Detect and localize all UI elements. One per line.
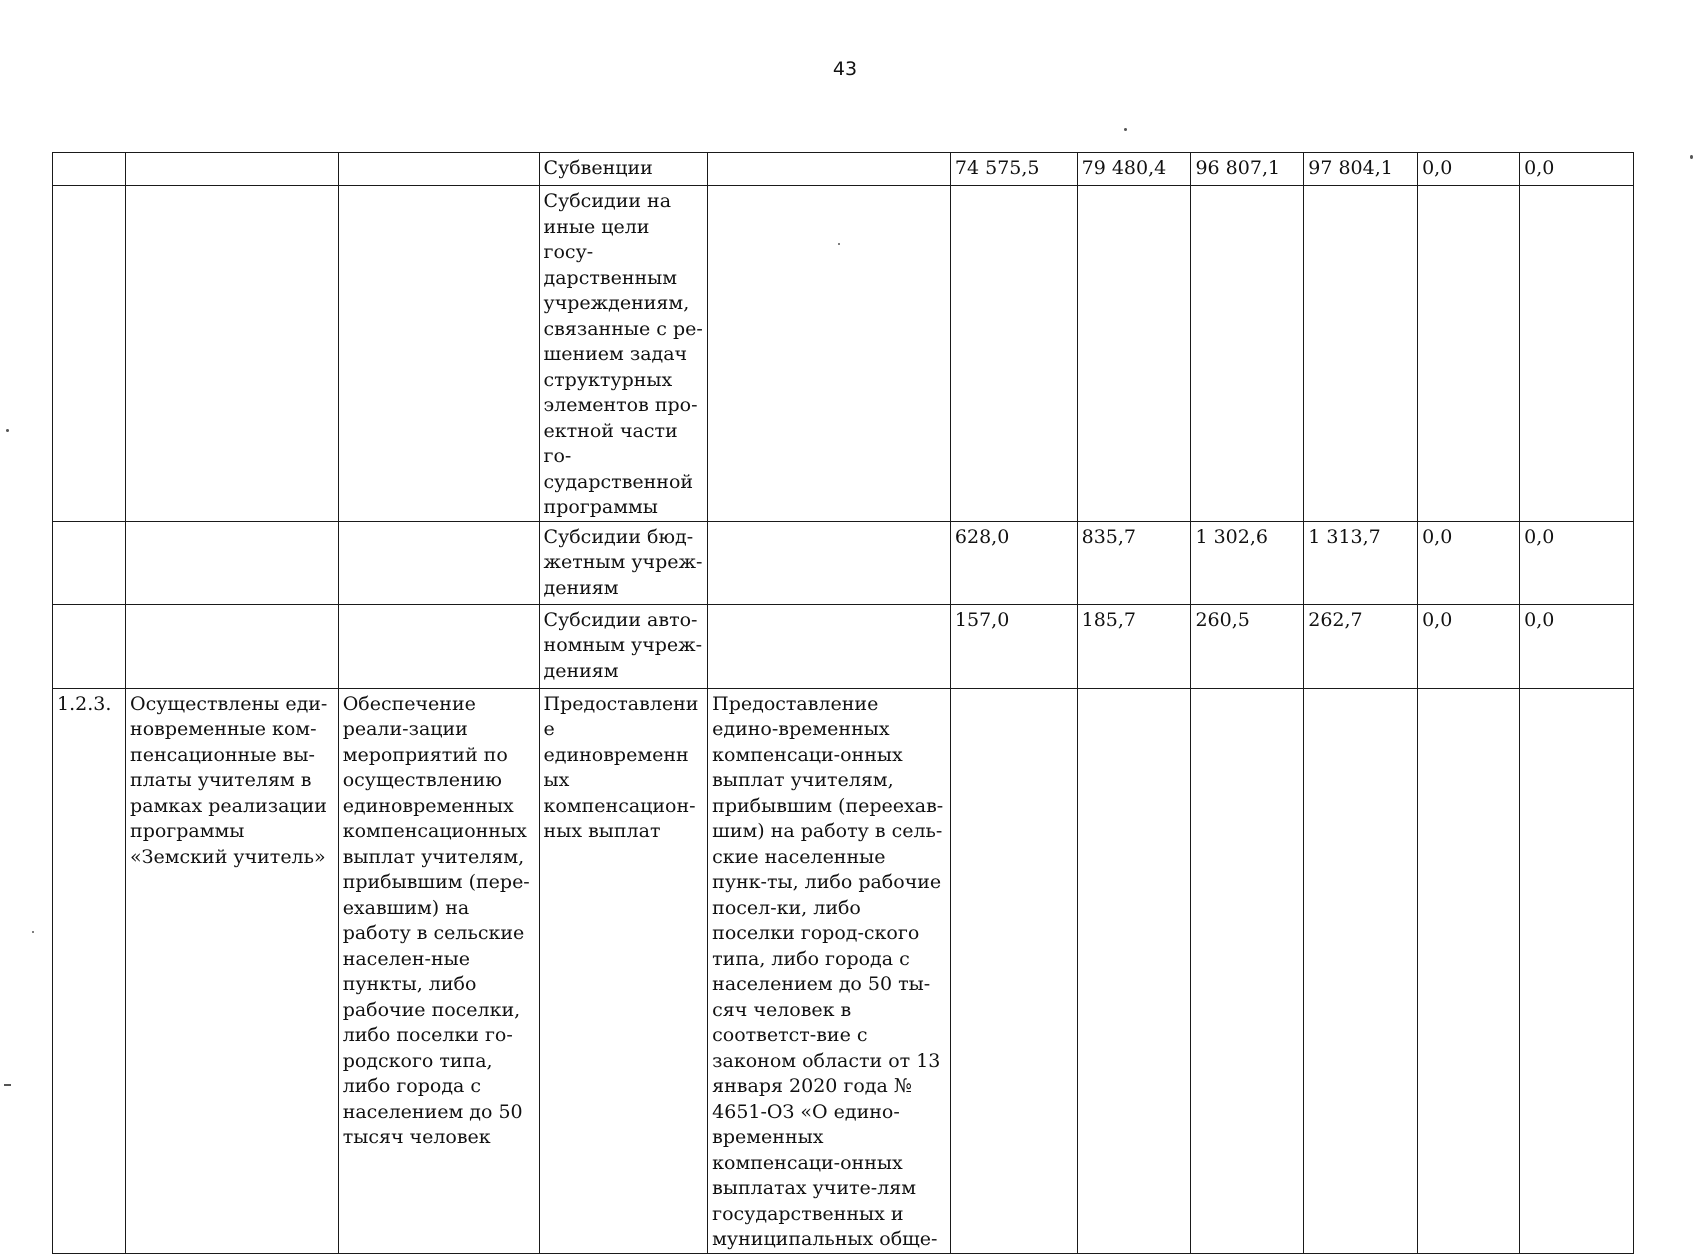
scan-speck <box>838 243 840 245</box>
cell-description <box>708 604 951 688</box>
cell-event <box>338 604 539 688</box>
cell-result: Осуществлены еди-новременные ком-пенсационные вы-платы учителям в рамках реализации программы «Земский учитель» <box>126 688 339 1253</box>
cell-value-2: 835,7 <box>1077 521 1191 604</box>
cell-value-4: 262,7 <box>1304 604 1418 688</box>
cell-value-6 <box>1520 186 1634 522</box>
cell-value-3 <box>1191 186 1304 522</box>
cell-value-6: 0,0 <box>1520 153 1634 186</box>
cell-event <box>338 521 539 604</box>
cell-value-3: 96 807,1 <box>1191 153 1304 186</box>
table-row <box>53 521 1634 604</box>
cell-type: Субвенции <box>539 153 708 186</box>
cell-number <box>53 521 126 604</box>
cell-description: Предоставление едино-временных компенсаци-онных выплат учителям, прибывшим (переехав-шим) на работу в сель-ские населенные пунк-ты, либо рабочие посел-ки, либо поселки город-ского типа, либо города с населением до 50 ты-сяч человек в соответст-вие с законом области от 13 января 2020 года № 4651-ОЗ «О едино-временных компенсаци-онных выплатах учите-лям государственных и муниципальных обще- <box>708 688 951 1253</box>
cell-value-4 <box>1304 186 1418 522</box>
scan-speck <box>1124 128 1127 131</box>
cell-event: Обеспечение реали-зации мероприятий по осуществлению единовременных компенсационных выплат учителям, прибывшим (пере-ехавшим) на работу в сельские населен-ные пункты, либо рабочие поселки, либо поселки го-родского типа, либо города с населением до 50 тысяч человек <box>338 688 539 1253</box>
cell-value-5 <box>1418 688 1520 1253</box>
cell-number <box>53 153 126 186</box>
cell-description <box>708 186 951 522</box>
cell-type: Субсидии на иные цели госу-дарственным учреждениям, связанные с ре-шением задач структурных элементов про-ектной части го-сударственной программы <box>539 186 708 522</box>
cell-number <box>53 604 126 688</box>
cell-value-6: 0,0 <box>1520 521 1634 604</box>
cell-value-3: 1 302,6 <box>1191 521 1304 604</box>
cell-value-1: 628,0 <box>950 521 1077 604</box>
budget-table <box>52 152 1634 1254</box>
cell-value-3: 260,5 <box>1191 604 1304 688</box>
scan-speck <box>1690 155 1693 159</box>
table-row <box>53 604 1634 688</box>
cell-value-2 <box>1077 186 1191 522</box>
cell-result <box>126 521 339 604</box>
cell-type: Субсидии авто-номным учреж-дениям <box>539 604 708 688</box>
cell-value-6 <box>1520 688 1634 1253</box>
cell-value-1: 74 575,5 <box>950 153 1077 186</box>
page-number: 43 <box>832 58 858 80</box>
table-row <box>53 688 1634 1253</box>
cell-value-2: 185,7 <box>1077 604 1191 688</box>
cell-type: Субсидии бюд-жетным учреж-дениям <box>539 521 708 604</box>
cell-value-5 <box>1418 186 1520 522</box>
cell-value-1 <box>950 186 1077 522</box>
cell-value-2: 79 480,4 <box>1077 153 1191 186</box>
scan-speck <box>6 429 9 432</box>
cell-type: Предоставление единовременных компенсацион-ных выплат <box>539 688 708 1253</box>
cell-value-5: 0,0 <box>1418 604 1520 688</box>
cell-value-1: 157,0 <box>950 604 1077 688</box>
cell-event <box>338 153 539 186</box>
cell-value-3 <box>1191 688 1304 1253</box>
cell-number <box>53 186 126 522</box>
scan-speck <box>4 1084 11 1086</box>
cell-result <box>126 186 339 522</box>
cell-value-5: 0,0 <box>1418 521 1520 604</box>
cell-value-1 <box>950 688 1077 1253</box>
cell-event <box>338 186 539 522</box>
scan-speck <box>32 931 34 933</box>
table-row <box>53 153 1634 186</box>
cell-description <box>708 521 951 604</box>
table-row <box>53 186 1634 522</box>
cell-value-4: 1 313,7 <box>1304 521 1418 604</box>
cell-description <box>708 153 951 186</box>
cell-number: 1.2.3. <box>53 688 126 1253</box>
cell-value-2 <box>1077 688 1191 1253</box>
cell-value-5: 0,0 <box>1418 153 1520 186</box>
cell-value-4: 97 804,1 <box>1304 153 1418 186</box>
cell-result <box>126 604 339 688</box>
cell-result <box>126 153 339 186</box>
cell-value-6: 0,0 <box>1520 604 1634 688</box>
cell-value-4 <box>1304 688 1418 1253</box>
